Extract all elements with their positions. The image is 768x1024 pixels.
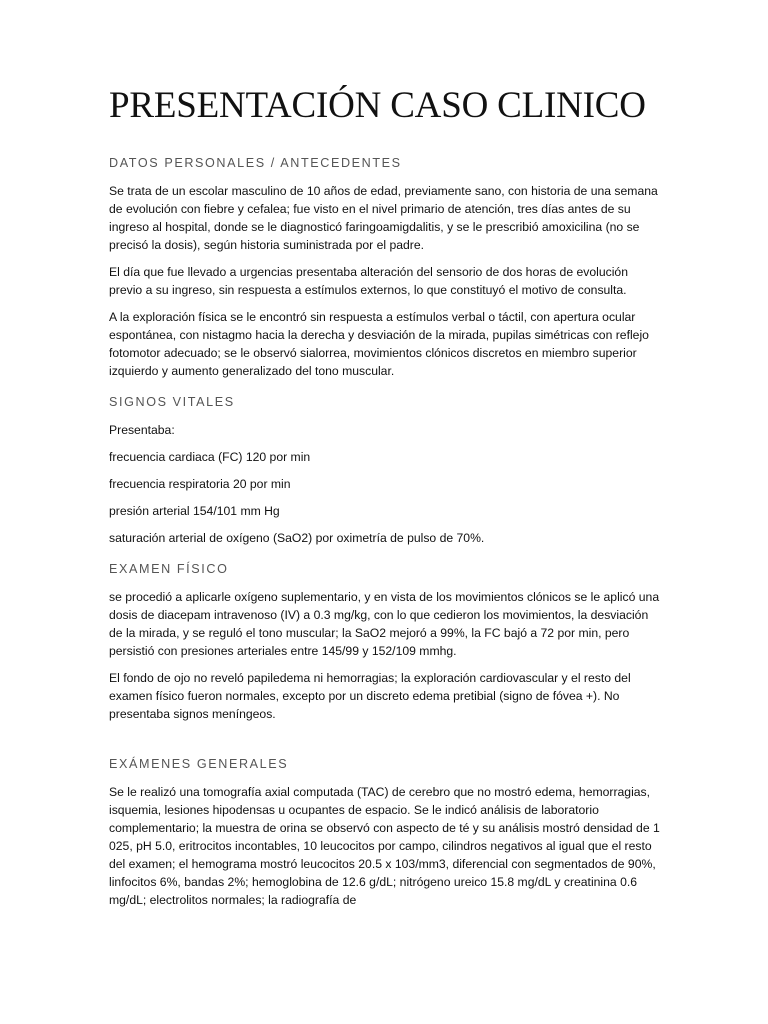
paragraph: Se le realizó una tomografía axial computada (TAC) de cerebro que no mostró edema, hemorragias, isquemia, lesiones hipodensas u ocupantes de espacio. Se le indicó análisis de laboratorio complementario; la muestra de orina se observó con aspecto de té y su análisis mostró densidad de 1 025, pH 5.0, eritrocitos incontables, 10 leucocitos por campo, cilindros negativos al igual que el resto del examen; el hemograma mostró leucocitos 20.5 x 103/mm3, diferencial con segmentados de 90%, linfocitos 6%, bandas 2%; hemoglobina de 12.6 g/dL; nitrógeno ureico 15.8 mg/dL y creatinina 0.6 mg/dL; electrolitos normales; la radiografía de <box>109 785 660 907</box>
vital-sign-item: presión arterial 154/101 mm Hg <box>109 504 280 518</box>
paragraph-intro: Presentaba: <box>109 423 175 437</box>
paragraph: Se trata de un escolar masculino de 10 años de edad, previamente sano, con historia de una semana de evolución con fiebre y cefalea; fue visto en el nivel primario de atención, tres días antes de su ingreso al hospital, donde se le diagnosticó faringoamigdalitis, y se le prescribió amoxicilina (no se precisó la dosis), según historia suministrada por el padre. <box>109 184 658 252</box>
page-title: PRESENTACIÓN CASO CLINICO <box>109 85 646 126</box>
paragraph: El fondo de ojo no reveló papiledema ni hemorragias; la exploración cardiovascular y el resto del examen físico fueron normales, excepto por un discreto edema pretibial (signo de fóvea +). No presentaba signos meníngeos. <box>109 671 631 721</box>
section-heading-signos-vitales: SIGNOS VITALES <box>109 395 235 409</box>
section-heading-examen-fisico: EXAMEN FÍSICO <box>109 562 229 576</box>
paragraph: El día que fue llevado a urgencias presentaba alteración del sensorio de dos horas de evolución previo a su ingreso, sin respuesta a estímulos externos, lo que constituyó el motivo de consulta. <box>109 265 628 297</box>
vital-sign-item: saturación arterial de oxígeno (SaO2) por oximetría de pulso de 70%. <box>109 531 485 545</box>
document-content <box>109 84 661 918</box>
paragraph: se procedió a aplicarle oxígeno suplementario, y en vista de los movimientos clónicos se le aplicó una dosis de diacepam intravenoso (IV) a 0.3 mg/kg, con lo que cedieron los movimientos, la desviación de la mirada, y se reguló el tono muscular; la SaO2 mejoró a 99%, la FC bajó a 72 por min, pero persistió con presiones arteriales entre 145/99 y 152/109 mmhg. <box>109 590 660 658</box>
paragraph: A la exploración física se le encontró sin respuesta a estímulos verbal o táctil, con apertura ocular espontánea, con nistagmo hacia la derecha y desviación de la mirada, pupilas simétricas con reflejo fotomotor adecuado; se le observó sialorrea, movimientos clónicos discretos en miembro superior izquierdo y aumento generalizado del tono muscular. <box>109 310 649 378</box>
section-heading-datos-personales: DATOS PERSONALES / ANTECEDENTES <box>109 156 402 170</box>
vital-sign-item: frecuencia respiratoria 20 por min <box>109 477 291 491</box>
section-heading-examenes-generales: EXÁMENES GENERALES <box>109 757 289 771</box>
vital-sign-item: frecuencia cardiaca (FC) 120 por min <box>109 450 311 464</box>
